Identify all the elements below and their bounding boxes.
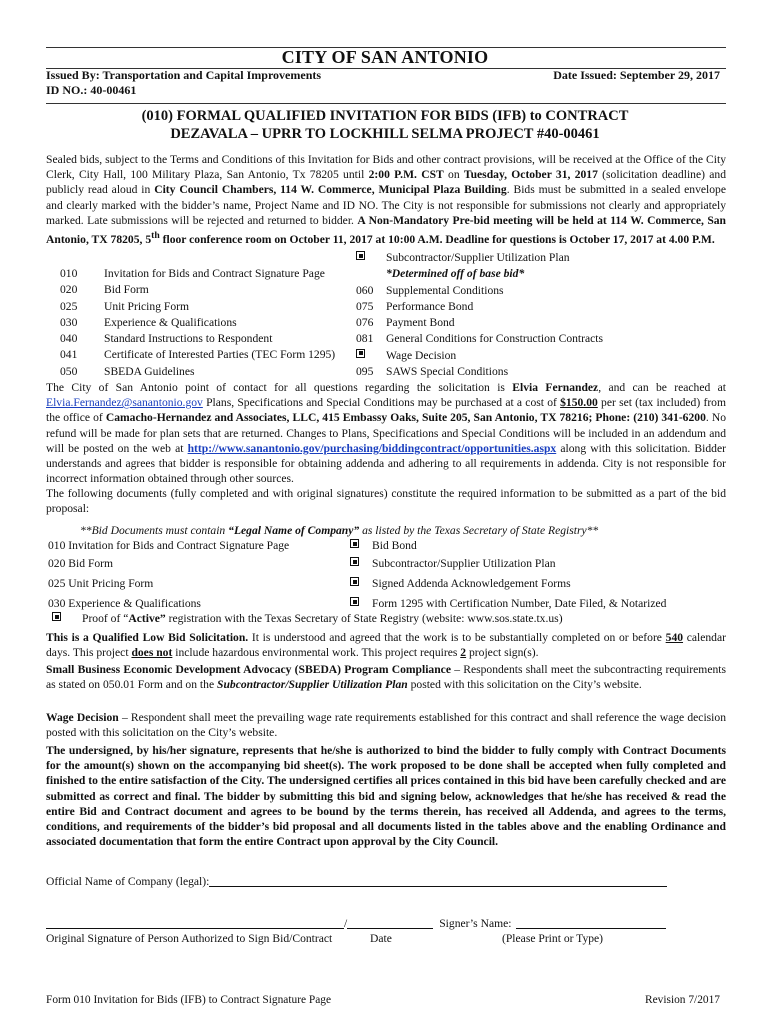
sbeda-paragraph: Small Business Economic Development Advocacy (SBEDA) Program Compliance – Respondents shall meet the subcontracting requirements as stated on 050.01 Form and on the Subcontractor/Supplier Utilization Plan posted with this solicitation on the City’s website. [46,663,726,692]
signature-caption: Original Signature of Person Authorized to Sign Bid/Contract [46,932,333,945]
checkbox-icon [356,251,365,260]
header-rule [46,103,726,104]
required-item: Subcontractor/Supplier Utilization Plan [350,556,556,571]
signature-field[interactable] [46,917,344,929]
ifb-heading-line2: DEZAVALA – UPRR TO LOCKHILL SELMA PROJECT #40-00461 [170,126,600,142]
footer-revision: Revision 7/2017 [645,994,720,1006]
footer-form-name: Form 010 Invitation for Bids (IFB) to Contract Signature Page [46,994,332,1006]
required-item: 020 Bid Form [48,557,114,570]
required-item: Signed Addenda Acknowledgement Forms [350,576,571,591]
checkbox-icon [350,597,359,606]
contact-paragraph: The City of San Antonio point of contact for all questions regarding the solicitation is Elvia Fernandez, and can be reached at Elvia.Fernandez@sanantonio.gov Plans, Specifications and Special Conditions may be purchased at a cost of $150.00 per set (tax included) from the office of Camacho-Hernandez and Associates, LLC, 415 Embassy Oaks, Suite 205, San Antonio, TX 78216; Phone: (210) 341-6200. No refund will be made for plan sets that are returned. Changes to Plans, Specifications and Special Conditions will be included in an addendum and will be posted on the web at http://www.sanantonio.gov/purchasing/biddingcontract/opportunities.aspx along with this solicitation. Bidder understands and agrees that bidder is responsible for obtaining addenda and adhering to all requirements in addenda. City is not responsible for incorrect information obtained through other sources. [46,381,727,486]
signature-line-row: / Signer’s Name: [46,916,666,931]
low-bid-paragraph: This is a Qualified Low Bid Solicitation. It is understood and agreed that the work is to be substantially completed on or before 540 calendar days. This project does not include hazardous environmental work. This project requires 2 project sign(s). [46,631,726,660]
date-field[interactable] [347,917,433,929]
company-name-row: Official Name of Company (legal): [46,874,667,889]
required-item: Form 1295 with Certification Number, Date Filed, & Notarized [350,596,666,611]
forms-list-left: 010 Invitation for Bids and Contract Signature Page 020 Bid Form 025 Unit Pricing Form 030 Experience & Qualifications 040 Standard Instructions to Respondent 041 Certificate of Interested Parties (TEC Form 1295) 050 SBEDA Guidelines [60,267,336,378]
checkbox-icon [52,612,61,621]
id-number: ID NO.: 40-00461 [46,83,137,97]
page-title: CITY OF SAN ANTONIO [281,47,489,67]
date-issued: Date Issued: September 29, 2017 [553,68,720,82]
checkbox-icon [350,557,359,566]
required-item: 025 Unit Pricing Form [48,577,154,590]
ifb-heading-line1: (010) FORMAL QUALIFIED INVITATION FOR BIDS (IFB) to CONTRACT [141,108,629,124]
issued-by: Issued By: Transportation and Capital Improvements [46,68,322,82]
contact-email-link[interactable]: Elvia.Fernandez@sanantonio.gov [46,396,203,410]
required-item: 030 Experience & Qualifications [48,597,201,610]
wage-decision-paragraph: Wage Decision – Respondent shall meet the prevailing wage rate requirements established for this contract and shall reference the wage decision posted with this solicitation on the City’s website. [46,711,726,740]
required-item: 010 Invitation for Bids and Contract Signature Page [48,539,290,552]
date-caption: Date [370,932,392,945]
checkbox-icon [350,577,359,586]
checkbox-icon [350,539,359,548]
print-caption: (Please Print or Type) [502,932,604,945]
required-item: Bid Bond [350,538,417,553]
forms-list-right: Subcontractor/Supplier Utilization Plan *Determined off of base bid* 060 Supplemental Conditions 075 Performance Bond 076 Payment Bond 081 General Conditions for Construction Contracts Wage Decision 095 SAWS Special Conditions [356,251,604,379]
legal-name-note: **Bid Documents must contain “Legal Name of Company” as listed by the Texas Secretary of State Registry** [80,524,599,537]
proof-of-registration: Proof of “Active” registration with the Texas Secretary of State Registry (website: www.sos.state.tx.us) [52,611,563,626]
signer-name-field[interactable] [516,917,666,929]
undersigned-paragraph: The undersigned, by his/her signature, represents that he/she is authorized to bind the bidder to fully comply with Contract Documents for the amount(s) shown on the accompanying bid sheet(s). The work proposed to be done shall be accepted when fully completed and finished to the entire satisfaction of the City. The undersigned certifies all prices contained in this bid have been carefully checked and are submitted as correct and final. The bidder by submitting this bid and signing below, acknowledges that he/she has received & read the entire Bid and Contract document and agrees to be bound by the terms therein, has received all Addenda, and agrees to the terms, conditions, and requirements of the bidder’s bid proposal and all documents listed in the tables above and the enabling Ordinance and associated documentation that form the entire Contract upon approval by the City Council. [46,744,726,849]
intro-paragraph: Sealed bids, subject to the Terms and Conditions of this Invitation for Bids and other contract provisions, will be received at the Office of the City Clerk, City Hall, 100 Military Plaza, San Antonio, Tx 78205 until 2:00 P.M. CST on Tuesday, October 31, 2017 (solicitation deadline) and publicly read aloud in City Council Chambers, 114 W. Commerce, Municipal Plaza Building. Bids must be submitted in a sealed envelope and clearly marked with the bidder’s name, Project Name and ID NO. The City is not responsible for submissions not clearly and appropriately marked. Late submissions will be rejected and returned to bidder. A Non-Mandatory Pre-bid meeting will be held at 114 W. Commerce, San Antonio, TX 78205, 5th floor conference room on October 11, 2017 at 10:00 A.M. Deadline for questions is October 17, 2017 at 4.00 P.M. [46,153,727,246]
following-docs-paragraph: The following documents (fully completed and with original signatures) constitute the required information to be submitted as a part of the bid proposal: [46,487,726,516]
company-name-field[interactable] [209,875,667,887]
opportunities-url-link[interactable]: http://www.sanantonio.gov/purchasing/biddingcontract/opportunities.aspx [187,441,557,455]
checkbox-icon [356,349,365,358]
